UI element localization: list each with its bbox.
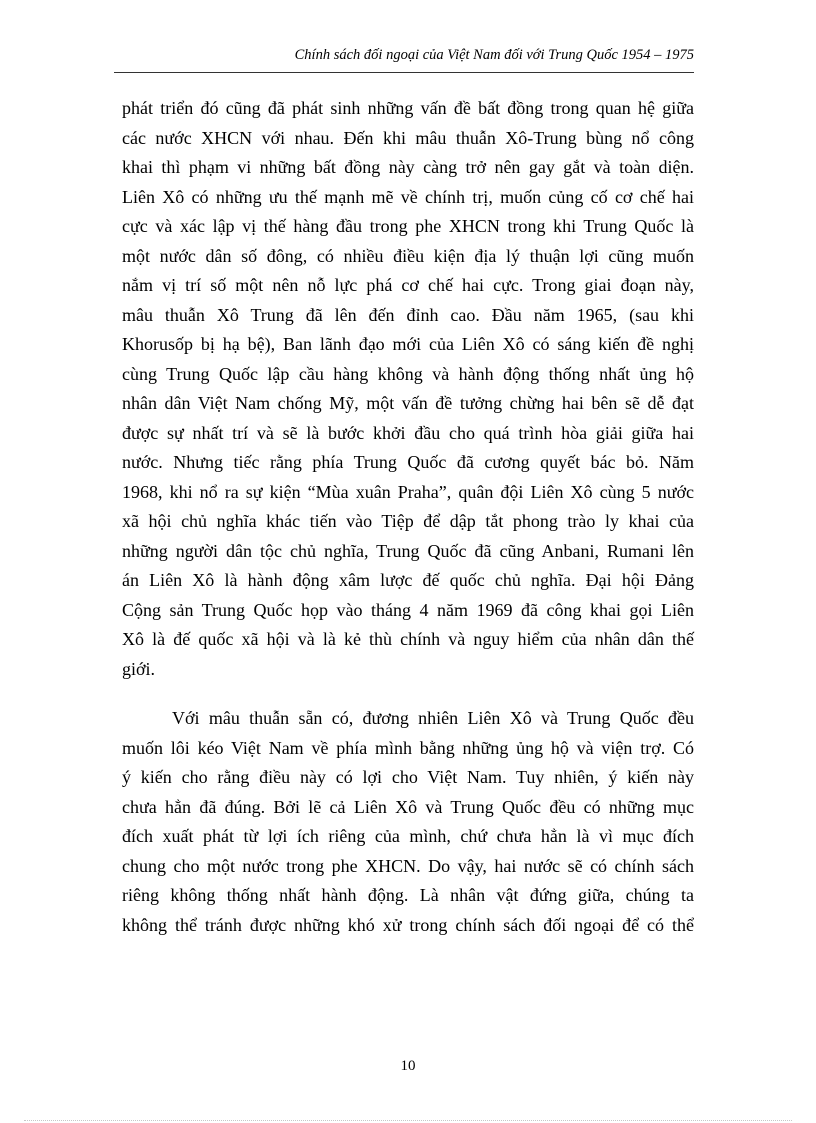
- paragraph-gap: [122, 684, 694, 704]
- text-line: đích xuất phát từ lợi ích riêng của mình, chứ chưa hẳn là vì mục đích: [122, 826, 694, 846]
- text-line: muốn lôi kéo Việt Nam về phía mình bằng những ủng hộ và viện trợ. Có: [122, 737, 694, 758]
- text-line: xã hội chủ nghĩa khác tiến vào Tiệp để dập tắt phong trào ly khai của: [122, 511, 694, 531]
- text-line: nhân dân Việt Nam chống Mỹ, một vấn đề tưởng chừng hai bên sẽ dễ đạt: [122, 393, 694, 413]
- text-line: nắm vị trí số một nên nỗ lực phá cơ chế hai cực. Trong giai đoạn này,: [122, 275, 694, 295]
- text-line: án Liên Xô là hành động xâm lược đế quốc chủ nghĩa. Đại hội Đảng: [122, 570, 694, 590]
- text-line: các nước XHCN với nhau. Đến khi mâu thuẫn Xô-Trung bùng nổ công: [122, 127, 694, 148]
- header-divider: [114, 72, 694, 73]
- text-line: riêng không thống nhất hành động. Là nhân vật đứng giữa, chúng ta: [122, 885, 694, 905]
- running-header: Chính sách đối ngoại của Việt Nam đối với Trung Quốc 1954 – 1975: [294, 47, 694, 63]
- page-number: 10: [400, 1058, 416, 1074]
- text-line: Liên Xô có những ưu thế mạnh mẽ về chính trị, muốn củng cố cơ chế hai: [122, 186, 694, 207]
- body-text: [122, 94, 694, 940]
- paragraph: [122, 94, 694, 684]
- text-line: 1968, khi nổ ra sự kiện “Mùa xuân Praha”, quân đội Liên Xô cùng 5 nước: [122, 481, 694, 502]
- text-line: một nước dân số đông, có nhiều điều kiện địa lý thuận lợi cũng muốn: [122, 245, 694, 266]
- text-line: nước. Nhưng tiếc rằng phía Trung Quốc đã cương quyết bác bỏ. Năm: [122, 452, 694, 472]
- text-line: cùng Trung Quốc lập cầu hàng không và hành động thống nhất ủng hộ: [122, 363, 694, 384]
- text-line: được sự nhất trí và sẽ là bước khởi đầu cho quá trình hòa giải giữa hai: [122, 422, 694, 443]
- text-line: Xô là đế quốc xã hội và là kẻ thù chính và nguy hiểm của nhân dân thế: [122, 629, 694, 649]
- footer-divider: [24, 1120, 792, 1121]
- text-line: những người dân tộc chủ nghĩa, Trung Quốc đã cũng Anbani, Rumani lên: [122, 540, 694, 561]
- text-line: chưa hẳn đã đúng. Bởi lẽ cả Liên Xô và Trung Quốc đều có những mục: [122, 796, 694, 817]
- text-line: mâu thuẫn Xô Trung đã lên đến đỉnh cao. Đầu năm 1965, (sau khi: [122, 304, 694, 325]
- text-line: ý kiến cho rằng điều này có lợi cho Việt Nam. Tuy nhiên, ý kiến này: [122, 767, 694, 787]
- text-line: Cộng sản Trung Quốc họp vào tháng 4 năm 1969 đã công khai gọi Liên: [122, 599, 694, 620]
- text-line: khai thì phạm vi những bất đồng này càng trở nên gay gắt và toàn diện.: [122, 157, 694, 177]
- text-line: Với mâu thuẫn sẵn có, đương nhiên Liên Xô và Trung Quốc đều: [172, 708, 694, 728]
- text-line: Khorusốp bị hạ bệ), Ban lãnh đạo mới của Liên Xô có sáng kiến đề nghị: [122, 334, 694, 354]
- paragraph: [122, 704, 694, 940]
- text-line: phát triển đó cũng đã phát sinh những vấn đề bất đồng trong quan hệ giữa: [122, 98, 694, 118]
- text-line: không thể tránh được những khó xử trong chính sách đối ngoại để có thể: [122, 914, 694, 935]
- text-line: giới.: [122, 658, 156, 679]
- text-line: cực và xác lập vị thế hàng đầu trong phe XHCN trong khi Trung Quốc là: [122, 216, 694, 236]
- text-line: chung cho một nước trong phe XHCN. Do vậy, hai nước sẽ có chính sách: [122, 855, 694, 876]
